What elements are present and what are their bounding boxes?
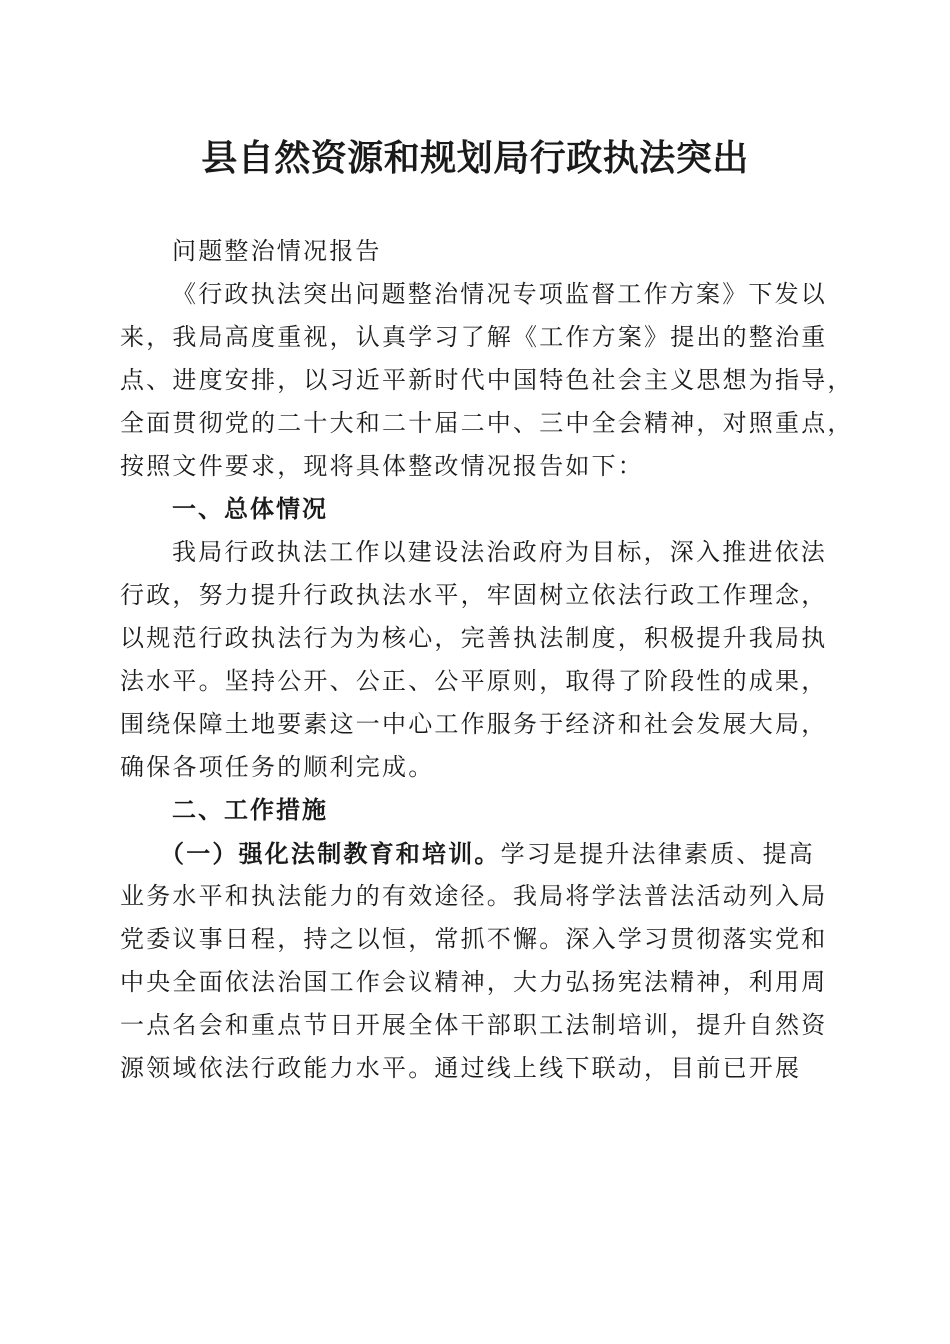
intro-line: 《行政执法突出问题整治情况专项监督工作方案》下发以 <box>172 280 827 308</box>
paragraph-line: 行政，努力提升行政执法水平，牢固树立依法行政工作理念， <box>120 581 828 609</box>
intro-line: 全面贯彻党的二十大和二十届二中、三中全会精神，对照重点， <box>120 409 854 437</box>
paragraph-line: 围绕保障土地要素这一中心工作服务于经济和社会发展大局， <box>120 710 828 738</box>
paragraph-line: 我局行政执法工作以建设法治政府为目标，深入推进依法 <box>172 538 827 566</box>
paragraph-line: 源领域依法行政能力水平。通过线上线下联动，目前已开展 <box>120 1054 802 1082</box>
intro-line: 来，我局高度重视，认真学习了解《工作方案》提出的整治重 <box>120 323 828 351</box>
paragraph-line <box>120 832 835 875</box>
paragraph-line: 以规范行政执法行为为核心，完善执法制度，积极提升我局执 <box>120 624 828 652</box>
document-body <box>120 230 854 1090</box>
intro-line: 按照文件要求，现将具体整改情况报告如下： <box>120 452 644 480</box>
paragraph-line: 确保各项任务的顺利完成。 <box>120 753 435 781</box>
intro-line: 点、进度安排，以习近平新时代中国特色社会主义思想为指导， <box>120 366 854 394</box>
section-heading-overview: 一、总体情况 <box>172 495 328 523</box>
paragraph-line: 一点名会和重点节日开展全体干部职工法制培训，提升自然资 <box>120 1011 828 1039</box>
document-title: 县自然资源和规划局行政执法突出 <box>201 137 749 179</box>
paragraph-line: 业务水平和执法能力的有效途径。我局将学法普法活动列入局 <box>120 882 828 910</box>
section-heading-measures: 二、工作措施 <box>172 796 328 824</box>
subtitle-line: 问题整治情况报告 <box>172 237 382 265</box>
subsection-lead: （一）强化法制教育和培训。 <box>160 839 501 868</box>
paragraph-line: 中央全面依法治国工作会议精神，大力弘扬宪法精神，利用周 <box>120 968 828 996</box>
paragraph-line: 法水平。坚持公开、公正、公平原则，取得了阶段性的成果， <box>120 667 828 695</box>
subsection-text: 学习是提升法律素质、提高 <box>500 840 816 868</box>
paragraph-line: 党委议事日程，持之以恒，常抓不懈。深入学习贯彻落实党和 <box>120 925 828 953</box>
